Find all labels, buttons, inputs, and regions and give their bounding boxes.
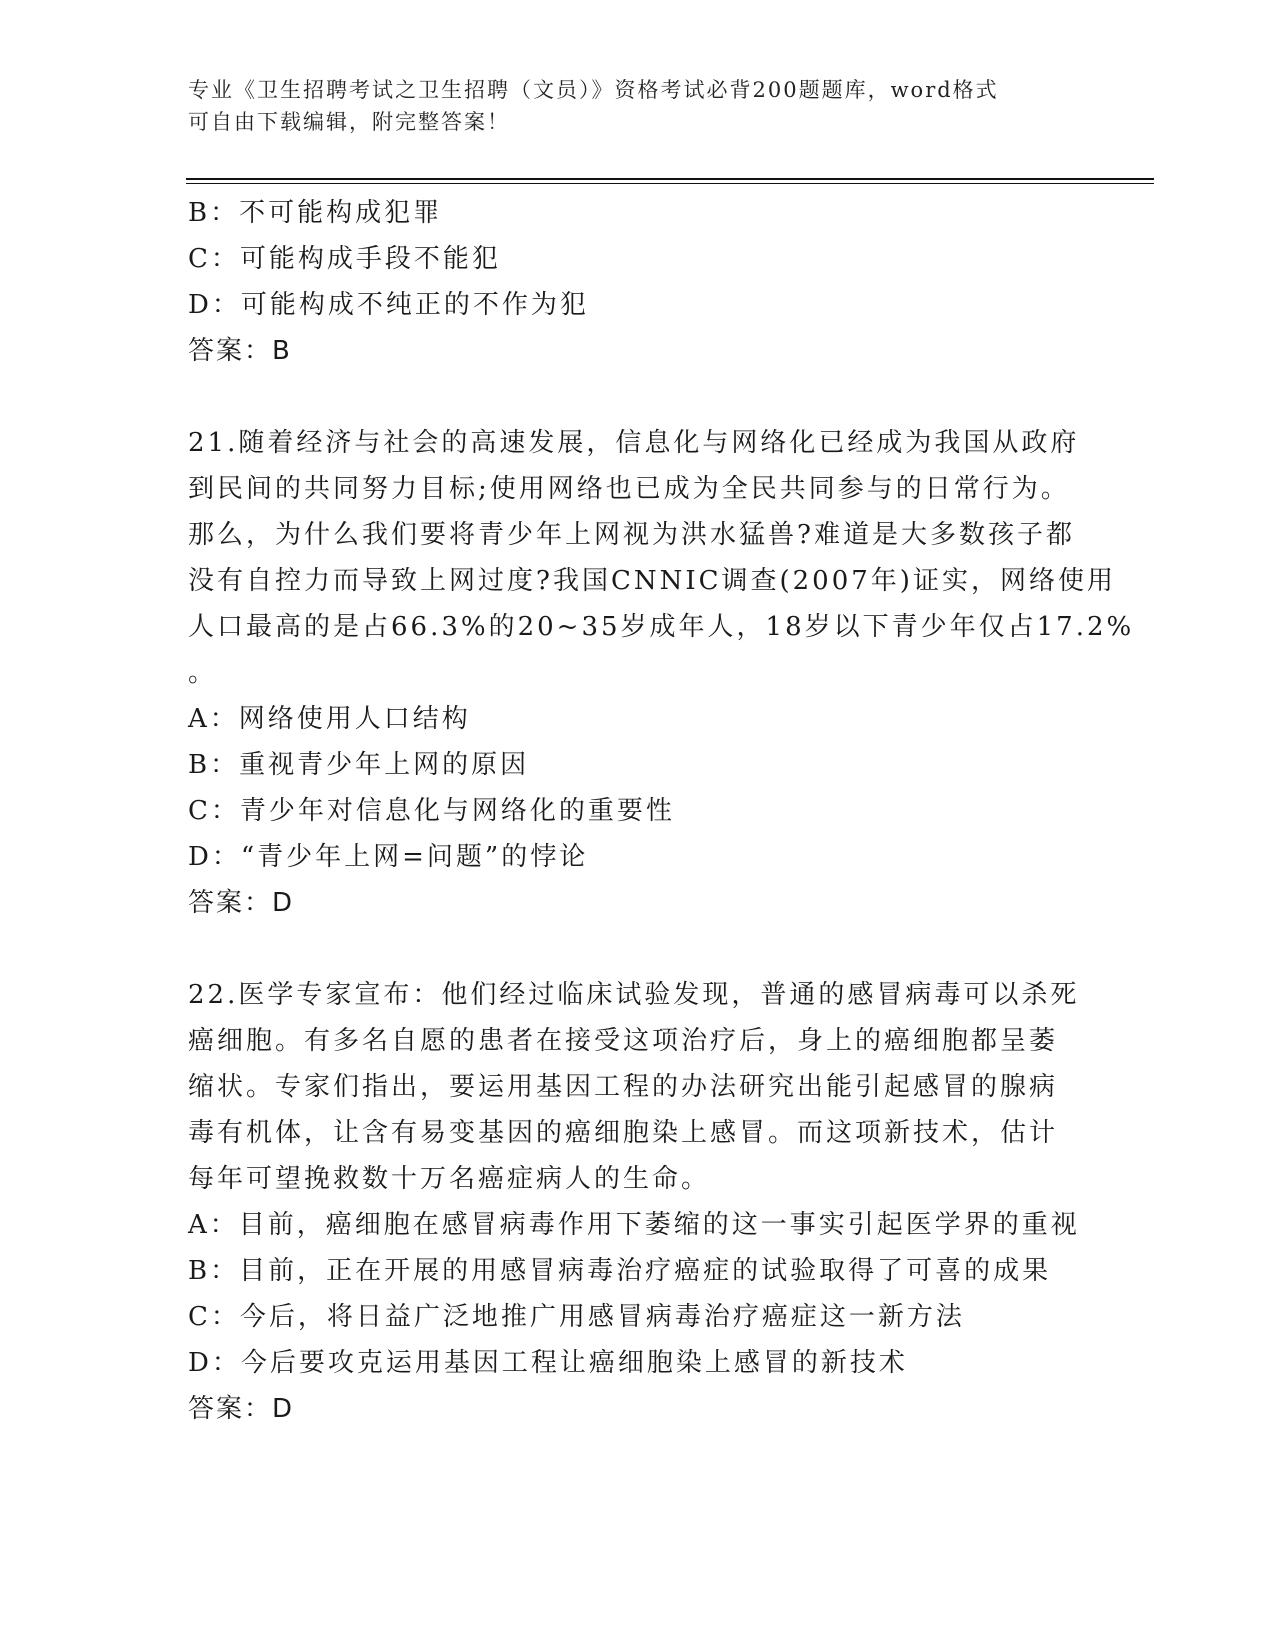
document-body [188, 190, 1135, 1432]
option-b: B：不可能构成犯罪 [188, 198, 443, 228]
question-text-line: 那么，为什么我们要将青少年上网视为洪水猛兽?难道是大多数孩子都 [188, 520, 1075, 550]
question-text-line: 。 [188, 658, 218, 688]
question-text-line: 到民间的共同努力目标;使用网络也已成为全民共同参与的日常行为。 [188, 474, 1070, 504]
option-a: A：目前，癌细胞在感冒病毒作用下萎缩的这一事实引起医学界的重视 [188, 1210, 1080, 1240]
option-b: B：目前，正在开展的用感冒病毒治疗癌症的试验取得了可喜的成果 [188, 1256, 1052, 1286]
question-text-line: 癌细胞。有多名自愿的患者在接受这项治疗后，身上的癌细胞都呈萎 [188, 1026, 1059, 1056]
option-b: B：重视青少年上网的原因 [188, 750, 530, 780]
question-text-line: 缩状。专家们指出，要运用基因工程的办法研究出能引起感冒的腺病 [188, 1072, 1059, 1102]
question-22-block [188, 972, 1078, 1432]
option-c: C：青少年对信息化与网络化的重要性 [188, 796, 675, 826]
header-line-2: 可自由下载编辑，附完整答案！ [188, 110, 510, 134]
option-d: D：“青少年上网=问题”的悖论 [188, 842, 589, 872]
answer-line: 答案：D [188, 888, 295, 918]
answer-line: 答案：B [188, 336, 292, 366]
question-text-line: 人口最高的是占66.3%的20~35岁成年人，18岁以下青少年仅占17.2% [188, 612, 1135, 642]
paragraph-gap [188, 926, 1078, 972]
question-text-line: 毒有机体，让含有易变基因的癌细胞染上感冒。而这项新技术，估计 [188, 1118, 1059, 1148]
option-d: D：今后要攻克运用基因工程让癌细胞染上感冒的新技术 [188, 1348, 908, 1378]
option-a: A：网络使用人口结构 [188, 704, 471, 734]
option-d: D：可能构成不纯正的不作为犯 [188, 290, 589, 320]
header-rule-thick [186, 178, 1154, 180]
header-rule-thin [186, 183, 1154, 184]
option-c: C：可能构成手段不能犯 [188, 244, 501, 274]
answer-line: 答案：D [188, 1394, 295, 1424]
question-21-block [188, 420, 1135, 926]
option-c: C：今后，将日益广泛地推广用感冒病毒治疗癌症这一新方法 [188, 1302, 965, 1332]
header-line-1: 专业《卫生招聘考试之卫生招聘（文员）》资格考试必背200题题库，word格式 [188, 78, 999, 102]
question-text-line: 22.医学专家宣布：他们经过临床试验发现，普通的感冒病毒可以杀死 [188, 980, 1080, 1010]
question-text-line: 21.随着经济与社会的高速发展，信息化与网络化已经成为我国从政府 [188, 428, 1080, 458]
question-text-line: 没有自控力而导致上网过度?我国CNNIC调查(2007年)证实，网络使用 [188, 566, 1116, 596]
previous-question-block [188, 190, 1078, 374]
paragraph-gap [188, 374, 1078, 420]
question-text-line: 每年可望挽救数十万名癌症病人的生命。 [188, 1164, 711, 1194]
document-header [188, 74, 1068, 138]
